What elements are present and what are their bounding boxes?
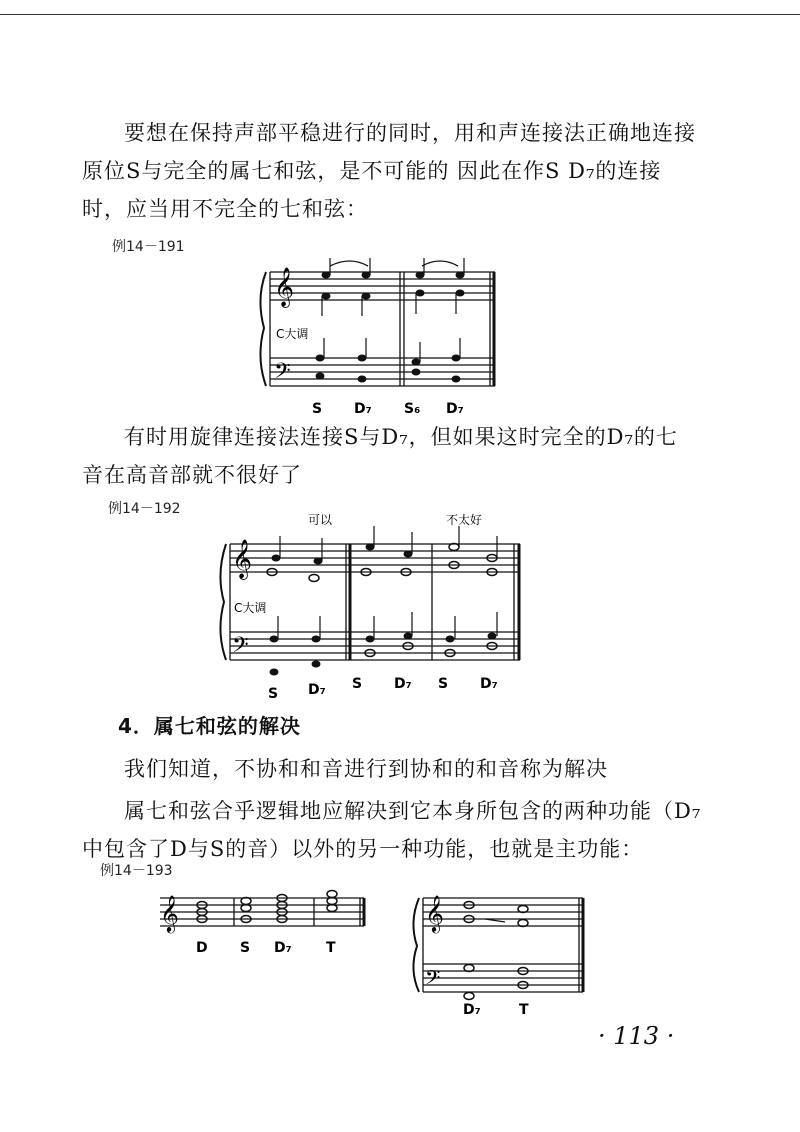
bass-clef-icon-2: 𝄢 (232, 633, 249, 663)
paragraph-1-line-1: 要想在保持声部平稳进行的同时，用和声连接法正确地连接 (124, 121, 696, 145)
ex192-function-1: S (268, 686, 279, 702)
paragraph-4-line-2: 中包含了D与S的音）以外的另一种功能，也就是主功能： (82, 837, 644, 861)
top-rule (0, 14, 800, 15)
example-193-score-left (150, 880, 380, 960)
example-193-label: 例14－193 (100, 863, 173, 879)
ex192-function-2: D₇ (308, 682, 326, 698)
ex193-left-function-4: T (326, 940, 336, 956)
bass-clef-icon-4: 𝄢 (425, 966, 441, 994)
example-193-score-right (405, 884, 595, 1020)
treble-clef-icon-3: 𝄞 (160, 894, 179, 932)
example-191-key: C大调 (276, 327, 309, 341)
paragraph-1 (82, 114, 702, 228)
paragraph-1-line-2: 原位S与完全的属七和弦，是不可能的 因此在作S D₇的连接 (82, 159, 662, 183)
example-191-score (250, 258, 510, 420)
paragraph-2 (82, 418, 702, 494)
paragraph-2-line-2: 音在高音部就不很好了 (82, 463, 302, 487)
ex192-function-5: S (438, 676, 449, 692)
paragraph-1-line-3: 时，应当用不完全的七和弦： (82, 197, 368, 221)
ex192-function-6: D₇ (480, 676, 498, 692)
ex193-right-function-2: T (519, 1002, 529, 1018)
ex191-function-2: D₇ (354, 401, 372, 417)
section-heading: 4．属七和弦的解决 (118, 714, 301, 738)
page-number: · 113 · (598, 1022, 675, 1050)
bass-clef-icon: 𝄢 (274, 359, 291, 389)
ex193-left-function-2: S (240, 940, 251, 956)
paragraph-4 (82, 792, 702, 868)
ex191-function-4: D₇ (446, 401, 464, 417)
ex193-left-function-1: D (196, 940, 208, 956)
paragraph-3-line-1: 我们知道，不协和和音进行到协和的和音称为解决 (124, 757, 608, 781)
treble-clef-icon-2: 𝄞 (232, 539, 253, 579)
ex191-function-1: S (312, 401, 323, 417)
ex193-left-function-3: D₇ (274, 940, 292, 956)
paragraph-3 (82, 750, 702, 788)
paragraph-4-line-1: 属七和弦合乎逻辑地应解决到它本身所包含的两种功能（D₇ (124, 799, 702, 823)
ex193-right-function-1: D₇ (463, 1002, 481, 1018)
annotation-good: 可以 (308, 513, 333, 527)
ex192-function-4: D₇ (394, 676, 412, 692)
paragraph-2-line-1: 有时用旋律连接法连接S与D₇，但如果这时完全的D₇的七 (124, 425, 678, 449)
example-191-label: 例14－191 (112, 239, 185, 255)
ex192-function-3: S (352, 676, 363, 692)
treble-clef-icon: 𝄞 (274, 267, 295, 307)
ex191-function-3: S₆ (404, 401, 421, 417)
treble-clef-icon-4: 𝄞 (425, 894, 444, 932)
example-192-key: C大调 (234, 601, 267, 615)
example-192-label: 例14－192 (108, 501, 181, 517)
annotation-bad: 不太好 (446, 513, 483, 527)
example-192-score (210, 512, 530, 704)
